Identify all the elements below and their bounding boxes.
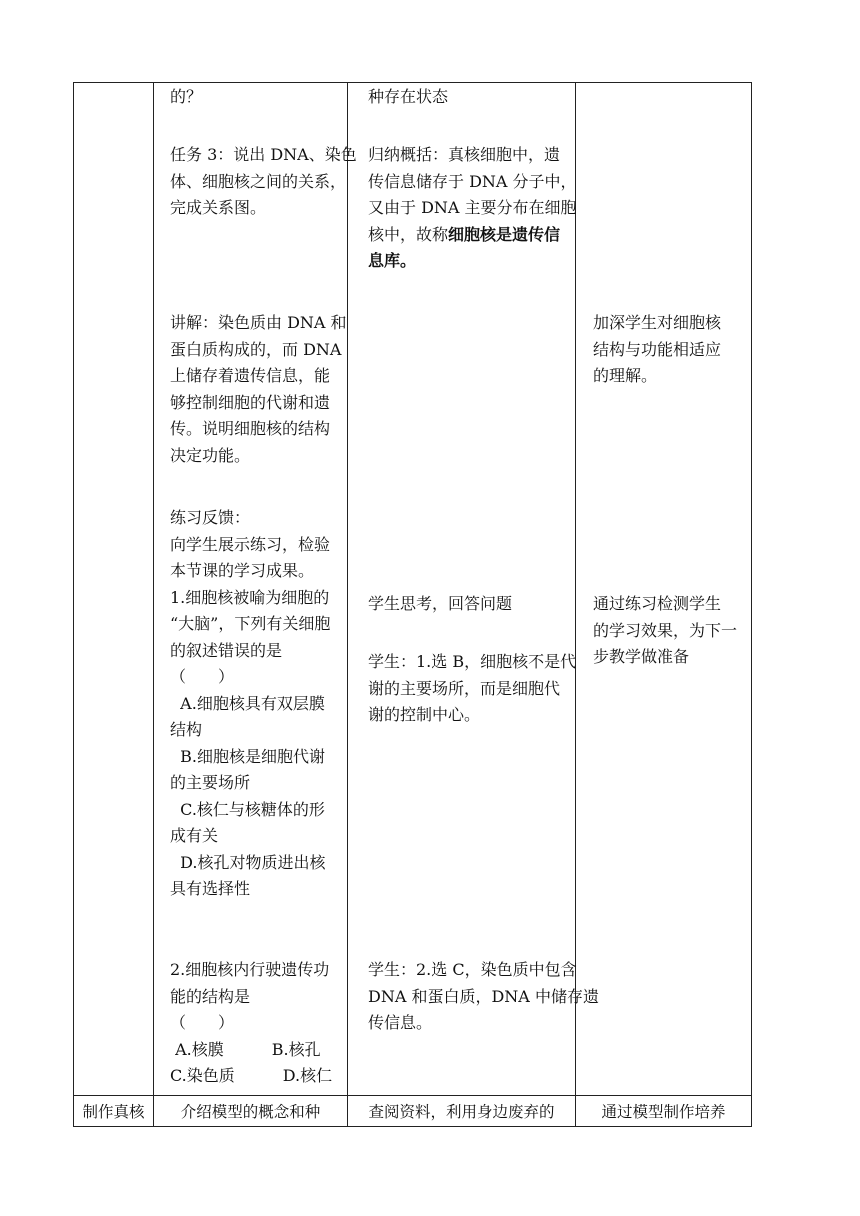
- text-line: 谢的控制中心。: [368, 705, 481, 724]
- text-line: 归纳概括：真核细胞中，遗: [368, 145, 561, 164]
- student-text-block: [368, 84, 448, 111]
- text-line: （ ）: [170, 1013, 235, 1032]
- text-line: 能的结构是: [170, 986, 251, 1006]
- text-line: 2.细胞核内行驶遗传功: [170, 960, 330, 979]
- text-line: 的？: [170, 87, 203, 106]
- text-line: 的叙述错误的是: [170, 640, 283, 660]
- text-line: 传信息储存于 DNA 分子中，: [368, 171, 577, 191]
- footer-stage-cell: 制作真核: [74, 1096, 154, 1127]
- teacher-text-block: [170, 310, 347, 469]
- text-line: 任务 3：说出 DNA、染色: [170, 145, 357, 164]
- text-line: （ ）: [170, 667, 235, 686]
- text-line: 体、细胞核之间的关系，: [170, 171, 347, 191]
- text-line: 够控制细胞的代谢和遗: [170, 392, 331, 412]
- text-line: DNA 和蛋白质，DNA 中储存遗: [368, 986, 599, 1006]
- text-line: 具有选择性: [170, 879, 251, 898]
- teacher-text-block: [170, 505, 330, 903]
- text-line: A.细胞核具有双层膜: [170, 693, 325, 713]
- text-line: 谢的主要场所，而是细胞代: [368, 678, 561, 698]
- text-line: 传信息。: [368, 1013, 433, 1032]
- student-text-block: [368, 957, 599, 1037]
- text-line: 练习反馈：: [170, 508, 251, 527]
- text-line: 向学生展示练习，检验: [170, 534, 331, 554]
- text-line: 加深学生对细胞核: [593, 313, 722, 332]
- teacher-text-block: [170, 84, 202, 111]
- text-line: 传。说明细胞核的结构: [170, 419, 331, 438]
- text-line: 种存在状态: [368, 87, 449, 106]
- footer-intent-cell: 通过模型制作培养: [576, 1096, 752, 1127]
- table-text-layer: [73, 82, 751, 1094]
- student-text-block: [368, 649, 576, 729]
- intent-text-block: [593, 310, 721, 390]
- text-line: 学生：2.选 C，染色质中包含: [368, 960, 577, 979]
- student-text-block: [368, 142, 577, 275]
- text-line: 学生思考，回答问题: [368, 594, 513, 613]
- student-text-line: 息库。: [368, 251, 417, 270]
- text-line: 步教学做准备: [593, 647, 690, 666]
- text-line: 决定功能。: [170, 445, 251, 465]
- teacher-text-block: [170, 142, 357, 222]
- student-text-line: 核中，故称细胞核是遗传信: [368, 224, 561, 244]
- text-line: 本节课的学习成果。: [170, 561, 315, 580]
- text-line: 1.细胞核被喻为细胞的: [170, 587, 330, 607]
- text-line: A.核膜 B.核孔: [170, 1039, 321, 1059]
- teacher-text-block: [170, 957, 332, 1090]
- text-line: 上储存着遗传信息，能: [170, 366, 331, 385]
- text-line: B.细胞核是细胞代谢: [170, 746, 326, 766]
- table-row: [74, 1096, 752, 1127]
- text-line: 结构: [170, 720, 203, 739]
- text-line: 的主要场所: [170, 773, 251, 792]
- text-line: 成有关: [170, 826, 219, 845]
- text-line: D.核孔对物质进出核: [170, 852, 326, 872]
- text-line: C.染色质 D.核仁: [170, 1066, 333, 1085]
- student-text-lines: [368, 142, 577, 222]
- text-line: 结构与功能相适应: [593, 339, 722, 359]
- text-line: 的学习效果，为下一: [593, 620, 738, 640]
- text-line: 又由于 DNA 主要分布在细胞: [368, 198, 577, 217]
- text-line: “大脑”，下列有关细胞: [170, 614, 331, 633]
- footer-teacher-cell: 介绍模型的概念和种: [154, 1096, 348, 1127]
- text-line: 完成关系图。: [170, 198, 267, 217]
- text-line: 蛋白质构成的，而 DNA: [170, 339, 342, 359]
- text-line: 讲解：染色质由 DNA 和: [170, 313, 347, 332]
- text-line: 的理解。: [593, 366, 658, 385]
- text-line: C.核仁与核糖体的形: [170, 799, 325, 819]
- text-line: 学生：1.选 B，细胞核不是代: [368, 652, 577, 671]
- intent-text-block: [593, 591, 737, 671]
- student-text-block: [368, 591, 512, 618]
- text-line: 通过练习检测学生: [593, 594, 722, 613]
- footer-student-cell: 查阅资料，利用身边废弃的: [348, 1096, 576, 1127]
